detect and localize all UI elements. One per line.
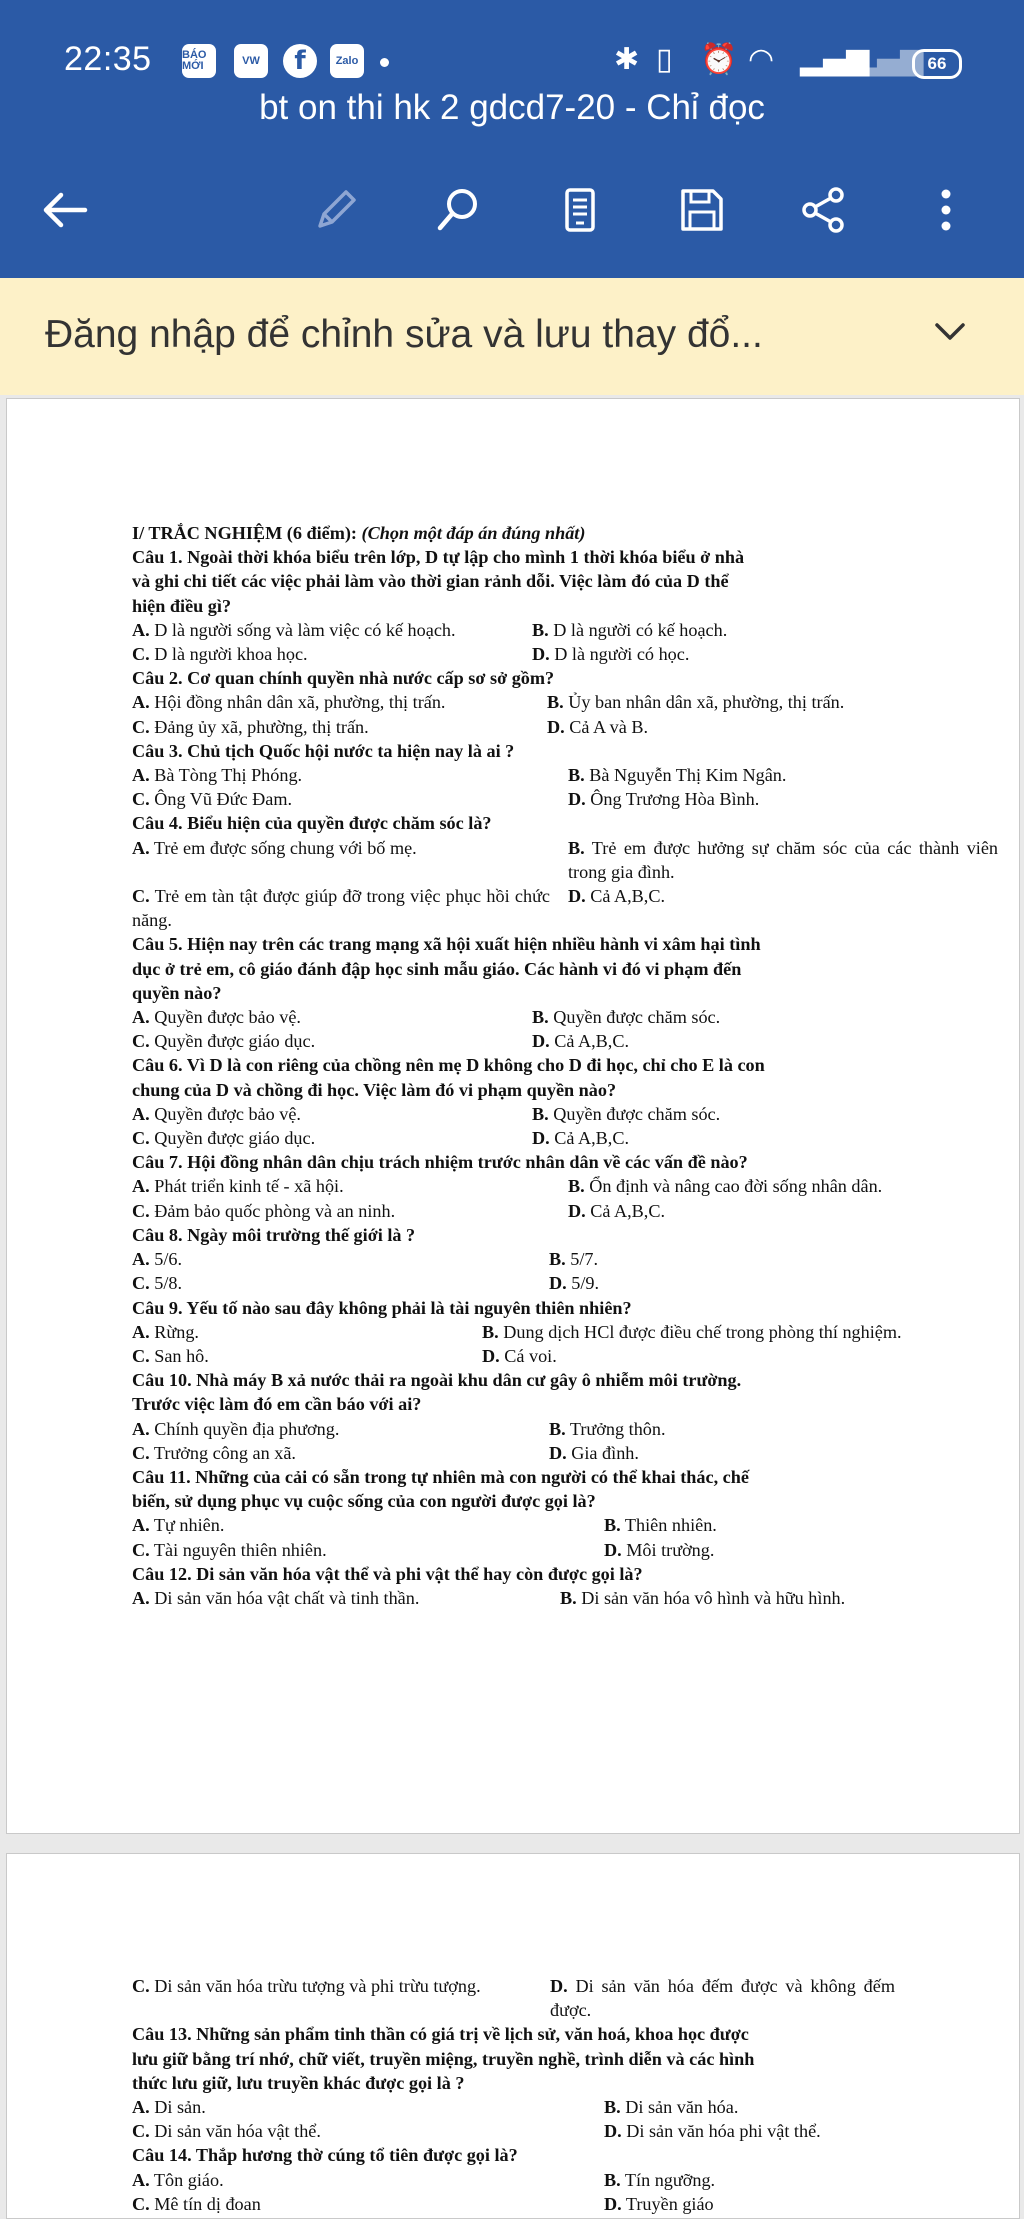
answer-row <box>132 618 912 642</box>
signal-icon: ▂▄▆ <box>800 42 870 77</box>
question-13-line: lưu giữ bằng trí nhớ, chữ viết, truyền miệng, truyền nghề, trình diễn và các hình <box>132 2048 755 2069</box>
question-5-line: Câu 5. Hiện nay trên các trang mạng xã hội xuất hiện nhiều hành vi xâm hại tình <box>132 934 761 955</box>
answer-option: D. Cả A,B,C. <box>568 886 666 907</box>
answer-option: D. Di sản văn hóa đếm được và không đếm được. <box>550 1976 895 2021</box>
answer-option: C. Trưởng công an xã. <box>132 1442 296 1463</box>
find-button[interactable] <box>418 170 498 250</box>
baomoi-notification-icon: BÁO MỚI <box>182 44 216 78</box>
question-14: Câu 14. Thắp hương thờ cúng tổ tiên được gọi là? <box>132 2145 518 2166</box>
answer-row <box>132 1102 912 1126</box>
answer-row <box>132 1271 912 1295</box>
answer-row <box>132 642 912 666</box>
answer-row <box>132 1441 912 1465</box>
answer-option: B. Quyền được chăm sóc. <box>532 1103 721 1124</box>
answer-option: A. Bà Tòng Thị Phóng. <box>132 765 303 786</box>
save-icon <box>674 182 730 238</box>
document-page-1[interactable] <box>6 398 1020 1834</box>
answer-option: B. Thiên nhiên. <box>604 1515 717 1536</box>
question-13-line: Câu 13. Những sản phẩm tinh thần có giá trị về lịch sử, văn hoá, khoa học được <box>132 2024 749 2045</box>
answer-row <box>132 1029 912 1053</box>
bluetooth-icon: ✱ <box>614 42 640 77</box>
vibrate-icon: ▯ <box>656 42 673 77</box>
question-6-line: Câu 6. Vì D là con riêng của chồng nên mẹ D không cho D đi học, chỉ cho E là con <box>132 1055 765 1076</box>
answer-row <box>132 1247 912 1271</box>
chevron-down-icon[interactable] <box>925 306 975 356</box>
more-options-button[interactable] <box>906 170 986 250</box>
question-5-line: quyền nào? <box>132 982 222 1003</box>
answer-option: A. Tự nhiên. <box>132 1515 225 1536</box>
answer-option: D. Cả A,B,C. <box>568 1200 666 1221</box>
answer-option: C. Đảng ủy xã, phường, thị trấn. <box>132 716 369 737</box>
answer-option: C. Tài nguyên thiên nhiên. <box>132 1539 327 1560</box>
answer-option: D. 5/9. <box>549 1273 600 1294</box>
answer-option: A. Quyền được bảo vệ. <box>132 1007 301 1028</box>
answer-option: A. Rừng. <box>132 1321 199 1342</box>
answer-row <box>132 2168 912 2192</box>
answer-row <box>132 787 912 811</box>
question-11-line: Câu 11. Những của cải có sẵn trong tự nhiên mà con người có thể khai thác, chế <box>132 1466 749 1487</box>
section-heading: I/ TRẮC NGHIỆM (6 điểm): (Chọn một đáp án đúng nhất) <box>132 523 586 543</box>
share-icon <box>796 182 852 238</box>
question-8: Câu 8. Ngày môi trường thế giới là ? <box>132 1224 416 1245</box>
answer-option: D. Gia đình. <box>549 1442 639 1463</box>
question-12: Câu 12. Di sản văn hóa vật thể và phi vật thể hay còn được gọi là? <box>132 1563 643 1584</box>
answer-option: A. D là người sống và làm việc có kế hoạch. <box>132 619 456 640</box>
question-10-line: Trước việc làm đó em cần báo với ai? <box>132 1394 422 1415</box>
answer-option: B. Trưởng thôn. <box>549 1418 666 1439</box>
answer-option: D. Di sản văn hóa phi vật thể. <box>604 2121 821 2142</box>
sign-in-banner[interactable] <box>0 278 1024 395</box>
page-1-content <box>132 521 999 1610</box>
answer-option: C. Di sản văn hóa vật thể. <box>132 2121 321 2142</box>
answer-row <box>132 1174 912 1198</box>
more-notifications-dot <box>380 58 389 67</box>
vw-notification-icon: VW <box>234 44 268 78</box>
back-icon <box>37 182 93 238</box>
question-5-line: dục ở trẻ em, cô giáo đánh đập học sinh mẫu giáo. Các hành vi đó vi phạm đến <box>132 958 742 979</box>
answer-option: C. Quyền được giáo dục. <box>132 1031 316 1052</box>
answer-option: B. Tín ngưỡng. <box>604 2169 716 2190</box>
answer-option: D. D là người có học. <box>532 644 690 665</box>
answer-row <box>132 1974 912 2022</box>
answer-option: A. Trẻ em được sống chung với bố mẹ. <box>132 837 417 858</box>
edit-button[interactable] <box>296 170 376 250</box>
answer-option: B. Quyền được chăm sóc. <box>532 1007 721 1028</box>
signal-2-icon: ▂▄▆ <box>854 42 924 77</box>
answer-option: B. Dung dịch HCl được điều chế trong phòng thí nghiệm. <box>482 1321 902 1342</box>
app-bar <box>0 0 1024 278</box>
document-page-2[interactable] <box>6 1853 1020 2219</box>
question-7: Câu 7. Hội đồng nhân dân chịu trách nhiệm trước nhân dân về các vấn đề nào? <box>132 1152 748 1173</box>
pencil-icon <box>308 182 364 238</box>
question-1-line: và ghi chi tiết các việc phải làm vào thời gian rảnh dỗi. Việc làm đó của D thể <box>132 571 729 592</box>
answer-option: B. Trẻ em được hưởng sự chăm sóc của các thành viên trong gia đình. <box>568 837 999 882</box>
question-10-line: Câu 10. Nhà máy B xả nước thải ra ngoài khu dân cư gây ô nhiễm môi trường. <box>132 1370 742 1391</box>
answer-row <box>132 1199 912 1223</box>
answer-option: A. Hội đồng nhân dân xã, phường, thị trấn. <box>132 692 446 713</box>
answer-option: D. Cá voi. <box>482 1345 557 1366</box>
question-2: Câu 2. Cơ quan chính quyền nhà nước cấp sơ sở gồm? <box>132 668 555 689</box>
answer-row <box>132 2119 912 2143</box>
answer-option: B. 5/7. <box>549 1249 599 1270</box>
answer-option: C. D là người khoa học. <box>132 644 308 665</box>
answer-row <box>132 1320 912 1344</box>
answer-option: D. Môi trường. <box>604 1539 715 1560</box>
answer-option: D. Cả A,B,C. <box>532 1031 630 1052</box>
toolbar <box>0 170 1024 260</box>
share-button[interactable] <box>784 170 864 250</box>
question-6-line: chung của D và chồng đi học. Việc làm đó vi phạm quyền nào? <box>132 1079 617 1100</box>
answer-row <box>132 2095 912 2119</box>
answer-option: D. Truyền giáo <box>604 2193 714 2214</box>
sign-in-banner-text: Đăng nhập để chỉnh sửa và lưu thay đổ... <box>45 313 763 356</box>
answer-row <box>132 1126 912 1150</box>
question-3: Câu 3. Chủ tịch Quốc hội nước ta hiện nay là ai ? <box>132 740 515 761</box>
more-icon <box>918 182 974 238</box>
answer-option: C. 5/8. <box>132 1273 183 1294</box>
answer-option: A. 5/6. <box>132 1249 183 1270</box>
question-1-line: Câu 1. Ngoài thời khóa biểu trên lớp, D tự lập cho mình 1 thời khóa biểu ở nhà <box>132 547 745 568</box>
question-4: Câu 4. Biểu hiện của quyền được chăm sóc là? <box>132 813 492 834</box>
answer-row <box>132 836 999 884</box>
answer-option: B. Bà Nguyễn Thị Kim Ngân. <box>568 765 787 786</box>
reading-view-button[interactable] <box>540 170 620 250</box>
answer-option: C. Ông Vũ Đức Đam. <box>132 789 293 810</box>
reading-view-icon <box>552 182 608 238</box>
answer-option: D. Cả A và B. <box>547 716 649 737</box>
answer-option: C. Trẻ em tàn tật được giúp đỡ trong việc phục hồi chức năng. <box>132 886 550 931</box>
save-button[interactable] <box>662 170 742 250</box>
question-11-line: biến, sử dụng phục vụ cuộc sống của con người được gọi là? <box>132 1491 596 1512</box>
answer-row <box>132 1005 912 1029</box>
back-button[interactable] <box>25 170 105 250</box>
answer-option: A. Tôn giáo. <box>132 2169 224 2190</box>
answer-option: B. Ủy ban nhân dân xã, phường, thị trấn. <box>547 692 845 713</box>
answer-option: D. Ông Trương Hòa Bình. <box>568 789 760 810</box>
answer-row <box>132 1417 912 1441</box>
zalo-notification-icon: Zalo <box>330 44 364 78</box>
answer-option: C. Đảm bảo quốc phòng và an ninh. <box>132 1200 396 1221</box>
answer-option: A. Di sản. <box>132 2097 206 2118</box>
answer-option: A. Chính quyền địa phương. <box>132 1418 340 1439</box>
search-icon <box>430 182 486 238</box>
question-13-line: thức lưu giữ, lưu truyền khác được gọi là ? <box>132 2072 465 2093</box>
question-1-line: hiện điều gì? <box>132 595 232 616</box>
answer-option: A. Di sản văn hóa vật chất và tinh thần. <box>132 1587 420 1608</box>
answer-option: A. Phát triển kinh tế - xã hội. <box>132 1176 344 1197</box>
answer-row <box>132 2192 912 2216</box>
answer-option: B. Di sản văn hóa vô hình và hữu hình. <box>560 1587 846 1608</box>
answer-option: C. Quyền được giáo dục. <box>132 1128 316 1149</box>
answer-option: D. Cả A,B,C. <box>532 1128 630 1149</box>
answer-row <box>132 763 912 787</box>
answer-row <box>132 884 912 932</box>
answer-row <box>132 1513 912 1537</box>
answer-row <box>132 715 912 739</box>
facebook-notification-icon: f <box>283 44 317 78</box>
answer-row <box>132 690 912 714</box>
answer-option: C. Di sản văn hóa trừu tượng và phi trừu tượng. <box>132 1976 481 1996</box>
alarm-icon: ⏰ <box>700 42 738 77</box>
answer-option: B. D là người có kế hoạch. <box>532 619 728 640</box>
battery-icon: 66 <box>912 49 962 79</box>
document-title: bt on thi hk 2 gdcd7-20 - Chỉ đọc <box>259 88 765 127</box>
answer-row <box>132 1344 912 1368</box>
status-time: 22:35 <box>64 40 152 78</box>
question-9: Câu 9. Yếu tố nào sau đây không phải là tài nguyên thiên nhiên? <box>132 1297 632 1318</box>
wifi-icon: ◠ <box>748 42 775 77</box>
answer-option: B. Di sản văn hóa. <box>604 2097 739 2118</box>
answer-row <box>132 1538 912 1562</box>
answer-row <box>132 1586 912 1610</box>
answer-option: C. Mê tín dị đoan <box>132 2193 261 2214</box>
answer-option: C. San hô. <box>132 1345 209 1366</box>
answer-option: A. Quyền được bảo vệ. <box>132 1103 301 1124</box>
page-2-content <box>132 1974 912 2216</box>
answer-option: B. Ổn định và nâng cao đời sống nhân dân. <box>568 1176 883 1197</box>
